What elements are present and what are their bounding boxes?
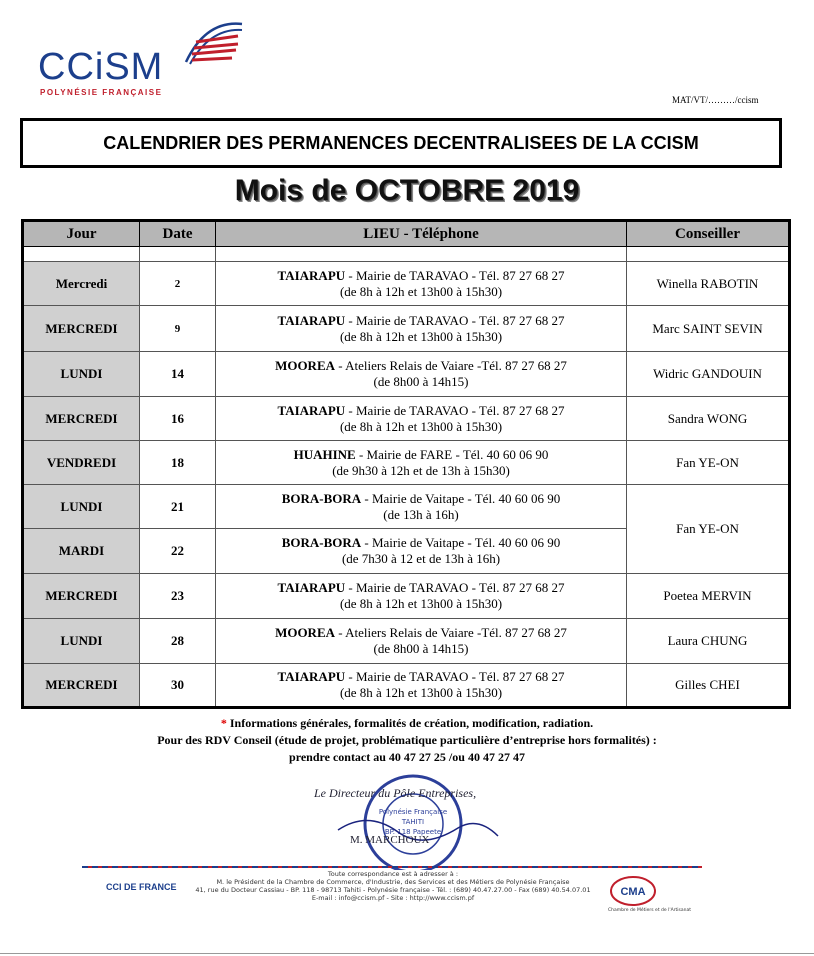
header-date: Date xyxy=(140,221,216,247)
table-header-row xyxy=(23,221,790,247)
cell-day: MERCREDI xyxy=(23,664,140,708)
place-location: TAIARAPU xyxy=(277,402,346,418)
reference-code: MAT/VT/………/ccism xyxy=(672,95,759,105)
table-row xyxy=(23,485,790,529)
svg-text:CMA: CMA xyxy=(620,886,646,898)
footer-line3: prendre contact au 40 47 27 25 /ou 40 47 27 47 xyxy=(289,750,525,764)
place-hours: (de 8h à 12h et 13h00 à 15h30) xyxy=(339,596,503,611)
place-location: TAIARAPU xyxy=(277,312,346,328)
cell-advisor: Widric GANDOUIN xyxy=(627,352,790,397)
place-details: - Mairie de TARAVAO - Tél. 87 27 68 27 xyxy=(345,312,565,328)
cma-logo xyxy=(608,874,658,908)
place-hours: (de 8h00 à 14h15) xyxy=(373,641,469,656)
place-hours: (de 7h30 à 12 et de 13h à 16h) xyxy=(341,551,501,566)
signature-title: Le Directeur du Pôle Entreprises, xyxy=(314,786,477,800)
document-title: CALENDRIER DES PERMANENCES DECENTRALISEES DE LA CCISM xyxy=(20,118,782,168)
cell-advisor: Marc SAINT SEVIN xyxy=(627,306,790,352)
svg-text:TAHITI: TAHITI xyxy=(401,818,425,826)
calendar-table xyxy=(21,219,791,709)
cell-place xyxy=(216,397,627,441)
cell-day: MARDI xyxy=(23,529,140,574)
signature-name: M. MARCHOUX xyxy=(350,834,430,846)
cell-place xyxy=(216,352,627,397)
place-hours: (de 9h30 à 12h et de 13h à 15h30) xyxy=(332,462,510,478)
place-location: TAIARAPU xyxy=(277,267,346,283)
cell-date: 28 xyxy=(140,619,216,664)
cell-advisor: Sandra WONG xyxy=(627,397,790,441)
footer-line1: Informations générales, formalités de création, modification, radiation. xyxy=(226,716,594,730)
header-jour: Jour xyxy=(23,221,140,247)
table-row xyxy=(23,262,790,306)
place-details: - Mairie de TARAVAO - Tél. 87 27 68 27 xyxy=(345,580,565,595)
cell-place xyxy=(216,441,627,485)
header-lieu: LIEU - Téléphone xyxy=(216,221,627,247)
cell-date: 21 xyxy=(140,485,216,529)
place-details: - Mairie de FARE - Tél. 40 60 06 90 xyxy=(355,446,549,462)
cell-place xyxy=(216,619,627,664)
official-stamp xyxy=(68,770,718,870)
place-hours: (de 13h à 16h) xyxy=(383,506,459,522)
cell-date: 9 xyxy=(140,306,216,352)
table-row xyxy=(23,352,790,397)
place-hours: (de 8h00 à 14h15) xyxy=(373,374,469,389)
cell-advisor: Poetea MERVIN xyxy=(627,574,790,619)
table-row xyxy=(23,664,790,708)
place-hours: (de 8h à 12h et 13h00 à 15h30) xyxy=(339,685,503,700)
place-location: TAIARAPU xyxy=(277,669,346,684)
cell-place xyxy=(216,485,627,529)
cma-subtitle: Chambre de Métiers et de l'Artisanat xyxy=(608,908,691,913)
month-heading: Mois de OCTOBRE 2019 xyxy=(234,174,580,207)
cell-date: 23 xyxy=(140,574,216,619)
decorative-divider xyxy=(82,866,702,868)
cell-date: 2 xyxy=(140,262,216,306)
place-location: MOOREA xyxy=(275,358,336,373)
cell-day: MERCREDI xyxy=(23,574,140,619)
logo-subtitle: POLYNÉSIE FRANÇAISE xyxy=(40,88,163,97)
cell-date: 16 xyxy=(140,397,216,441)
cell-place xyxy=(216,529,627,574)
logo-text: CCiSM xyxy=(38,46,164,88)
table-row xyxy=(23,441,790,485)
cell-place xyxy=(216,262,627,306)
cell-day: LUNDI xyxy=(23,352,140,397)
spacer-row xyxy=(23,247,790,262)
place-hours: (de 8h à 12h et 13h00 à 15h30) xyxy=(339,418,503,434)
cell-place xyxy=(216,664,627,708)
table-row xyxy=(23,397,790,441)
cell-advisor: Fan YE-ON xyxy=(627,485,790,574)
place-hours: (de 8h à 12h et 13h00 à 15h30) xyxy=(339,283,503,299)
header-conseiller: Conseiller xyxy=(627,221,790,247)
cell-date: 22 xyxy=(140,529,216,574)
place-details: - Mairie de TARAVAO - Tél. 87 27 68 27 xyxy=(345,669,565,684)
cell-place xyxy=(216,574,627,619)
table-row xyxy=(23,574,790,619)
place-location: BORA-BORA xyxy=(281,490,362,506)
cell-day: LUNDI xyxy=(23,619,140,664)
cell-advisor: Gilles CHEI xyxy=(627,664,790,708)
place-details: - Mairie de TARAVAO - Tél. 87 27 68 27 xyxy=(345,267,565,283)
footer-line2: Pour des RDV Conseil (étude de projet, problématique particulière d’entreprise hors formalités) : xyxy=(157,733,657,747)
cell-date: 14 xyxy=(140,352,216,397)
cell-day: LUNDI xyxy=(23,485,140,529)
place-details: - Ateliers Relais de Vaiare -Tél. 87 27 68 27 xyxy=(335,625,567,640)
address-intro: Toute correspondance est à adresser à : xyxy=(327,870,459,878)
place-location: TAIARAPU xyxy=(277,580,346,595)
place-location: BORA-BORA xyxy=(281,535,362,550)
cci-france-logo: CCI DE FRANCE xyxy=(106,882,177,892)
cell-advisor: Laura CHUNG xyxy=(627,619,790,664)
footer-note xyxy=(0,715,814,766)
place-location: HUAHINE xyxy=(293,446,356,462)
cell-date: 18 xyxy=(140,441,216,485)
cell-day: VENDREDI xyxy=(23,441,140,485)
signature-block xyxy=(68,770,718,946)
place-details: - Mairie de TARAVAO - Tél. 87 27 68 27 xyxy=(345,402,565,418)
place-details: - Mairie de Vaitape - Tél. 40 60 06 90 xyxy=(361,490,561,506)
address-line1: M. le Président de la Chambre de Commerce, d'Industrie, des Services et des Métiers de Polynésie Française xyxy=(216,878,570,886)
cell-advisor: Fan YE-ON xyxy=(627,441,790,485)
page-bottom-rule xyxy=(0,953,814,954)
cell-day: MERCREDI xyxy=(23,397,140,441)
table-row xyxy=(23,619,790,664)
cell-date: 30 xyxy=(140,664,216,708)
cell-day: Mercredi xyxy=(23,262,140,306)
place-hours: (de 8h à 12h et 13h00 à 15h30) xyxy=(339,328,503,344)
place-details: - Ateliers Relais de Vaiare -Tél. 87 27 68 27 xyxy=(335,358,567,373)
cell-day: MERCREDI xyxy=(23,306,140,352)
cell-advisor: Winella RABOTIN xyxy=(627,262,790,306)
svg-text:Polynésie Française: Polynésie Française xyxy=(378,808,448,816)
ccism-logo xyxy=(36,18,256,100)
place-details: - Mairie de Vaitape - Tél. 40 60 06 90 xyxy=(361,535,561,550)
footnote-star: * xyxy=(220,716,227,730)
place-location: MOOREA xyxy=(275,625,336,640)
svg-text:BP. 118 Papeete: BP. 118 Papeete xyxy=(384,828,442,836)
table-row xyxy=(23,306,790,352)
address-line3: E-mail : info@ccism.pf - Site : http://www.ccism.pf xyxy=(311,894,475,902)
address-line2: 41, rue du Docteur Cassiau - BP. 118 - 98713 Tahiti - Polynésie française - Tél. : (689) 40.47.27.00 - Fax (689) 40.54.07.01 xyxy=(195,886,591,894)
logo-swirl-icon xyxy=(176,18,246,76)
cell-place xyxy=(216,306,627,352)
